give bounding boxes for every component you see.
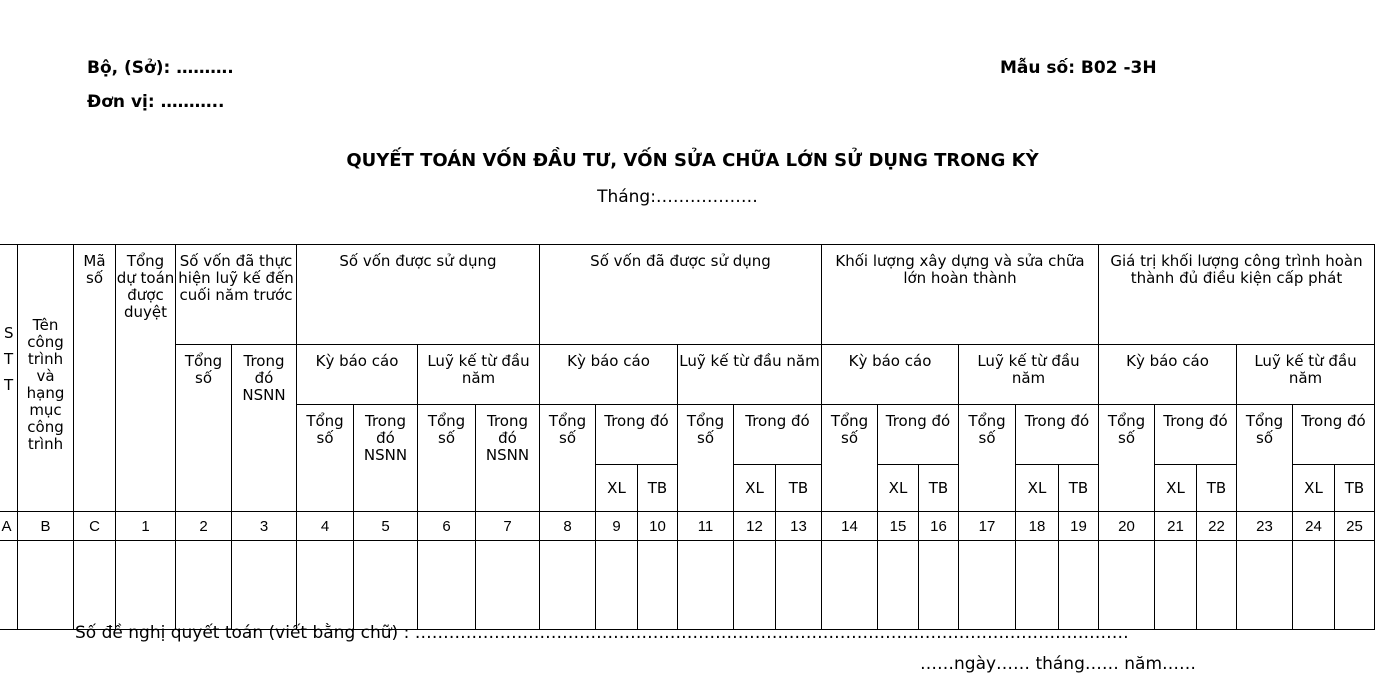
header-tb: TB xyxy=(1059,465,1099,512)
header-project-name: Tên công trình và hạng mục công trình xyxy=(18,245,74,512)
header-of-which: Trong đó xyxy=(1293,405,1375,465)
header-total: Tổng số xyxy=(297,405,354,512)
col-num: 7 xyxy=(476,512,540,541)
col-num: 20 xyxy=(1099,512,1155,541)
cell-7[interactable] xyxy=(476,541,540,630)
header-xl: XL xyxy=(1155,465,1197,512)
header-volume-ytd: Luỹ kế từ đầu năm xyxy=(959,345,1099,405)
header-of-which: Trong đó xyxy=(596,405,678,465)
col-num: A xyxy=(0,512,18,541)
header-volume-completed: Khối lượng xây dựng và sửa chữa lớn hoàn thành xyxy=(822,245,1099,345)
col-num: 24 xyxy=(1293,512,1335,541)
cell-14[interactable] xyxy=(822,541,878,630)
header-value-eligible: Giá trị khối lượng công trình hoàn thành đủ điều kiện cấp phát xyxy=(1099,245,1375,345)
cell-8[interactable] xyxy=(540,541,596,630)
cell-5[interactable] xyxy=(354,541,418,630)
date-line-partial: ……ngày…… tháng…… năm…… xyxy=(920,654,1197,674)
cell-12[interactable] xyxy=(734,541,776,630)
cell-19[interactable] xyxy=(1059,541,1099,630)
header-total: Tổng số xyxy=(418,405,476,512)
header-xl: XL xyxy=(1016,465,1059,512)
cell-15[interactable] xyxy=(878,541,919,630)
header-xl: XL xyxy=(596,465,638,512)
header-total: Tổng số xyxy=(959,405,1016,512)
col-num: 5 xyxy=(354,512,418,541)
header-tb: TB xyxy=(1335,465,1375,512)
header-prev-nsnn: Trong đó NSNN xyxy=(232,345,297,512)
document-title: QUYẾT TOÁN VỐN ĐẦU TƯ, VỐN SỬA CHỮA LỚN SỬ DỤNG TRONG KỲ xyxy=(346,150,1039,171)
ministry-label: Bộ, (Sở): ………. xyxy=(87,58,234,78)
month-field: Tháng:……………… xyxy=(597,187,758,207)
cell-11[interactable] xyxy=(678,541,734,630)
cell-stt[interactable] xyxy=(0,541,18,630)
header-value-period: Kỳ báo cáo xyxy=(1099,345,1237,405)
col-num: 12 xyxy=(734,512,776,541)
settlement-table xyxy=(0,244,1375,630)
col-num: 3 xyxy=(232,512,297,541)
col-num: 15 xyxy=(878,512,919,541)
cell-23[interactable] xyxy=(1237,541,1293,630)
header-xl: XL xyxy=(734,465,776,512)
header-tb: TB xyxy=(776,465,822,512)
header-nsnn: Trong đó NSNN xyxy=(354,405,418,512)
header-prev-total: Tổng số xyxy=(176,345,232,512)
column-number-row xyxy=(0,512,1375,541)
proposal-amount-in-words: Số đề nghị quyết toán (viết bằng chữ) : ……………………………………………………………………………………………………………… xyxy=(75,623,1129,643)
header-tb: TB xyxy=(1197,465,1237,512)
header-of-which: Trong đó xyxy=(1016,405,1099,465)
header-total: Tổng số xyxy=(540,405,596,512)
header-volume-period: Kỳ báo cáo xyxy=(822,345,959,405)
header-tb: TB xyxy=(638,465,678,512)
col-num: 11 xyxy=(678,512,734,541)
col-num: 4 xyxy=(297,512,354,541)
cell-24[interactable] xyxy=(1293,541,1335,630)
cell-20[interactable] xyxy=(1099,541,1155,630)
header-total: Tổng số xyxy=(1237,405,1293,512)
col-num: 9 xyxy=(596,512,638,541)
header-tb: TB xyxy=(919,465,959,512)
header-used-ytd: Luỹ kế từ đầu năm xyxy=(678,345,822,405)
col-num: 18 xyxy=(1016,512,1059,541)
cell-code[interactable] xyxy=(74,541,116,630)
header-prev-year-capital: Số vốn đã thực hiện luỹ kế đến cuối năm trước xyxy=(176,245,297,345)
header-stt: S T T xyxy=(0,245,18,512)
header-code: Mã số xyxy=(74,245,116,512)
header-total-estimate: Tổng dự toán được duyệt xyxy=(116,245,176,512)
cell-25[interactable] xyxy=(1335,541,1375,630)
cell-22[interactable] xyxy=(1197,541,1237,630)
header-usable-period: Kỳ báo cáo xyxy=(297,345,418,405)
col-num: B xyxy=(18,512,74,541)
unit-label: Đơn vị: ……….. xyxy=(87,92,225,112)
cell-9[interactable] xyxy=(596,541,638,630)
header-xl: XL xyxy=(1293,465,1335,512)
col-num: 2 xyxy=(176,512,232,541)
cell-16[interactable] xyxy=(919,541,959,630)
header-total: Tổng số xyxy=(678,405,734,512)
col-num: 6 xyxy=(418,512,476,541)
cell-21[interactable] xyxy=(1155,541,1197,630)
cell-3[interactable] xyxy=(232,541,297,630)
col-num: 19 xyxy=(1059,512,1099,541)
col-num: 13 xyxy=(776,512,822,541)
col-num: C xyxy=(74,512,116,541)
header-used-period: Kỳ báo cáo xyxy=(540,345,678,405)
header-capital-usable: Số vốn được sử dụng xyxy=(297,245,540,345)
cell-2[interactable] xyxy=(176,541,232,630)
header-total: Tổng số xyxy=(822,405,878,512)
header-of-which: Trong đó xyxy=(1155,405,1237,465)
form-number: Mẫu số: B02 -3H xyxy=(1000,58,1157,78)
col-num: 25 xyxy=(1335,512,1375,541)
cell-17[interactable] xyxy=(959,541,1016,630)
header-value-ytd: Luỹ kế từ đầu năm xyxy=(1237,345,1375,405)
col-num: 22 xyxy=(1197,512,1237,541)
header-capital-used: Số vốn đã được sử dụng xyxy=(540,245,822,345)
cell-1[interactable] xyxy=(116,541,176,630)
col-num: 16 xyxy=(919,512,959,541)
col-num: 14 xyxy=(822,512,878,541)
col-num: 10 xyxy=(638,512,678,541)
cell-18[interactable] xyxy=(1016,541,1059,630)
header-total: Tổng số xyxy=(1099,405,1155,512)
cell-10[interactable] xyxy=(638,541,678,630)
header-of-which: Trong đó xyxy=(878,405,959,465)
table-row xyxy=(0,541,1375,630)
header-usable-ytd: Luỹ kế từ đầu năm xyxy=(418,345,540,405)
col-num: 23 xyxy=(1237,512,1293,541)
col-num: 1 xyxy=(116,512,176,541)
header-nsnn: Trong đó NSNN xyxy=(476,405,540,512)
col-num: 17 xyxy=(959,512,1016,541)
cell-13[interactable] xyxy=(776,541,822,630)
col-num: 8 xyxy=(540,512,596,541)
header-of-which: Trong đó xyxy=(734,405,822,465)
header-xl: XL xyxy=(878,465,919,512)
cell-project-name[interactable] xyxy=(18,541,74,630)
cell-4[interactable] xyxy=(297,541,354,630)
cell-6[interactable] xyxy=(418,541,476,630)
col-num: 21 xyxy=(1155,512,1197,541)
